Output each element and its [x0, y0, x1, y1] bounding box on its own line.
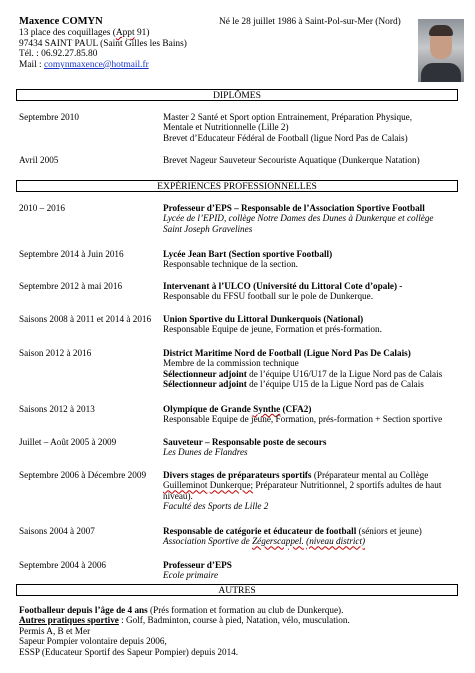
- section-diplomes-header: DIPLÔMES: [16, 89, 458, 101]
- section-experiences-header: EXPÉRIENCES PROFESSIONNELLES: [16, 180, 458, 192]
- experience-line: Responsable du FFSU football sur le pole de Dunkerque.: [163, 291, 374, 302]
- experience-role: Sélectionneur adjoint: [163, 368, 247, 379]
- photo-shirt: [421, 63, 461, 82]
- diploma-date: Septembre 2010: [19, 112, 79, 122]
- experience-title: Intervenant à l’ULCO (Université du Littoral Cote d’opale) -: [163, 281, 403, 291]
- experience-date: 2010 – 2016: [19, 203, 65, 213]
- address-line-2: 97434 SAINT PAUL (Saint Gilles les Bains): [19, 38, 187, 49]
- experience-date: Septembre 2006 à Décembre 2009: [19, 470, 147, 480]
- experience-title: Lycée Jean Bart (Section sportive Football): [163, 249, 333, 259]
- experience-title: Professeur d’EPS – Responsable de l’Association Sportive Football: [163, 203, 425, 213]
- experience-line: Membre de la commission technique: [163, 358, 299, 369]
- diploma-line: Brevet Nageur Sauveteur Secouriste Aquatique (Dunkerque Natation): [163, 155, 420, 165]
- experience-date: Saisons 2012 à 2013: [19, 404, 95, 414]
- experience-role: Sélectionneur adjoint: [163, 379, 247, 390]
- other-line: Sapeur Pompier volontaire depuis 2006,: [19, 636, 167, 647]
- diploma-line: Mentale et Nutritionnelle (Lille 2): [163, 122, 289, 133]
- diploma-line: Master 2 Santé et Sport option Entrainement, Préparation Physique,: [163, 112, 413, 122]
- experience-title: Sauveteur – Responsable poste de secours: [163, 437, 327, 447]
- cv-header: [19, 16, 459, 88]
- experience-line: Saint Joseph Gravelines: [163, 223, 253, 234]
- diploma-line: Brevet d’Educateur Fédéral de Football (ligue Nord Pas de Calais): [163, 132, 408, 143]
- experience-title-rest: (séniors et jeune): [356, 526, 422, 536]
- experience-date: Septembre 2004 à 2006: [19, 560, 107, 570]
- candidate-name: Maxence COMYN: [19, 16, 103, 27]
- experience-role-detail: de l’équipe U15 de la Ligue Nord pas de Calais: [246, 379, 424, 390]
- experience-title: Union Sportive du Littoral Dunkerquois (National): [163, 314, 364, 324]
- experience-title: Divers stages de préparateurs sportifs: [163, 470, 312, 480]
- experience-line: Association Sportive de Zégerscappel. (niveau district): [163, 536, 366, 547]
- other-info: [19, 605, 459, 657]
- phone-number: Tél. : 06.92.27.85.80: [19, 49, 98, 60]
- experience-line: Ecole primaire: [163, 570, 219, 581]
- experience-title-rest: (Préparateur mental au Collège: [311, 470, 429, 480]
- experience-line: [163, 369, 463, 379]
- experience-date: Saison 2012 à 2016: [19, 348, 92, 358]
- experience-title: Professeur d’EPS: [163, 560, 232, 570]
- experience-title-line: [163, 526, 463, 536]
- email-label: Mail :: [19, 59, 44, 70]
- birth-info: Né le 28 juillet 1986 à Saint-Pol-sur-Mer (Nord): [219, 17, 401, 27]
- email-line: [19, 60, 459, 71]
- diploma-date: Avril 2005: [19, 155, 59, 165]
- experience-title: Olympique de Grande Synthe (CFA2): [163, 404, 312, 414]
- experience-line: [163, 379, 463, 389]
- experience-date: Juillet – Août 2005 à 2009: [19, 437, 117, 447]
- experience-title: Responsable de catégorie et éducateur de football: [163, 526, 357, 536]
- experience-date: Saisons 2008 à 2011 et 2014 à 2016: [19, 314, 152, 324]
- email-link[interactable]: comynmaxence@hotmail.fr: [44, 59, 149, 70]
- experience-title: District Maritime Nord de Football (Ligue Nord Pas De Calais): [163, 348, 411, 358]
- experience-line: Responsable Equipe de jeune, Formation et prés-formation.: [163, 324, 382, 335]
- experience-line: niveau).: [163, 490, 193, 501]
- address-line-1: 13 place des coquillages (Appt 91): [19, 28, 150, 38]
- other-line: ESSP (Educateur Sportif des Sapeur Pompier) depuis 2014.: [19, 646, 239, 657]
- experience-line: Lycée de l’EPID, collège Notre Dames des Dunes à Dunkerque et collège: [163, 213, 434, 224]
- experience-line: Responsable technique de la section.: [163, 259, 298, 270]
- profile-photo: [418, 19, 464, 82]
- experience-date: Septembre 2012 à mai 2016: [19, 281, 123, 291]
- experience-title-line: [163, 470, 463, 480]
- experience-line: Responsable Equipe de jeune, Formation, prés-formation + Section sportive: [163, 414, 443, 425]
- experience-line: Guilleminot Dunkerque; Préparateur Nutritionnel, 2 sportifs adultes de haut: [163, 480, 442, 491]
- other-line: Permis A, B et Mer: [19, 625, 91, 636]
- other-line: Footballeur depuis l’âge de 4 ans (Prés formation et formation au club de Dunkerque).: [19, 605, 344, 615]
- experience-line: Les Dunes de Flandres: [163, 447, 248, 458]
- experience-date: Septembre 2014 à Juin 2016: [19, 249, 124, 259]
- experience-role-detail: de l’équipe U16/U17 de la Ligue Nord pas de Calais: [246, 368, 443, 379]
- experience-date: Saisons 2004 à 2007: [19, 526, 95, 536]
- experience-line: Faculté des Sports de Lille 2: [163, 501, 269, 512]
- other-line: Autres pratiques sportive : Golf, Badminton, course à pied, Natation, vélo, musculation.: [19, 615, 350, 626]
- section-autres-header: AUTRES: [16, 584, 458, 596]
- photo-hair: [429, 25, 453, 36]
